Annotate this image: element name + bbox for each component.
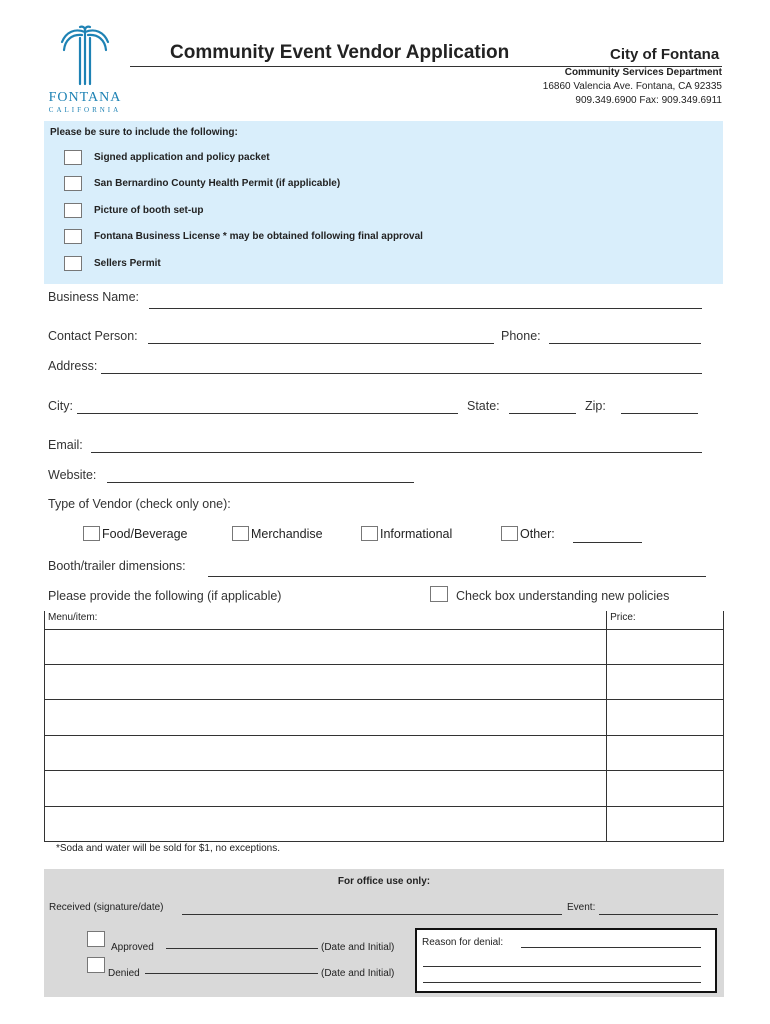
menu-items-table (44, 611, 724, 842)
price-column-header: Price: (607, 611, 724, 629)
vendor-type-other-field[interactable] (573, 542, 642, 543)
menu-item-cell[interactable] (45, 629, 607, 664)
address-label: Address: (48, 359, 98, 373)
checklist-title: Please be sure to include the following: (50, 127, 238, 138)
checklist-item[interactable] (64, 201, 203, 219)
approved-date-initial-label: (Date and Initial) (321, 942, 395, 953)
price-cell[interactable] (607, 700, 724, 735)
city-label: City: (48, 399, 73, 413)
checklist-item[interactable] (64, 148, 270, 166)
checklist-item-label: Picture of booth set-up (94, 204, 204, 216)
checklist-item[interactable] (64, 174, 340, 192)
approved-field[interactable] (166, 948, 318, 949)
checkbox[interactable] (361, 526, 378, 541)
zip-field[interactable] (621, 413, 698, 414)
vendor-type-other[interactable] (501, 526, 555, 541)
website-label: Website: (48, 468, 97, 482)
department-address: 16860 Valencia Ave. Fontana, CA 92335 (542, 81, 722, 92)
page-title: Community Event Vendor Application (170, 42, 510, 63)
menu-item-cell[interactable] (45, 700, 607, 735)
vendor-type-food[interactable] (83, 526, 187, 541)
price-cell[interactable] (607, 771, 724, 806)
denied-label: Denied (108, 968, 140, 979)
denied-checkbox[interactable] (87, 957, 105, 973)
table-row (45, 700, 724, 735)
logo-wordmark: FONTANA (48, 90, 122, 105)
email-field[interactable] (91, 452, 702, 453)
menu-item-column-header: Menu/item: (45, 611, 607, 629)
checkbox[interactable] (64, 150, 82, 165)
table-row (45, 771, 724, 806)
vendor-type-informational[interactable] (361, 526, 452, 541)
table-row (45, 735, 724, 770)
menu-item-cell[interactable] (45, 806, 607, 841)
checklist-item-label: Sellers Permit (94, 257, 161, 269)
denied-date-initial-label: (Date and Initial) (321, 968, 395, 979)
vendor-type-option-label: Other: (520, 526, 555, 541)
vendor-type-label: Type of Vendor (check only one): (48, 497, 231, 511)
checklist-item[interactable] (64, 227, 423, 245)
vendor-type-option-label: Food/Beverage (102, 526, 188, 541)
checkbox[interactable] (64, 203, 82, 218)
checklist-item-label: Signed application and policy packet (94, 151, 270, 163)
provide-following-label: Please provide the following (if applicable) (48, 589, 282, 603)
vendor-type-merchandise[interactable] (232, 526, 323, 541)
checkbox[interactable] (83, 526, 100, 541)
website-field[interactable] (107, 482, 414, 483)
approved-checkbox[interactable] (87, 931, 105, 947)
checkbox[interactable] (232, 526, 249, 541)
event-field[interactable] (599, 914, 718, 915)
zip-label: Zip: (585, 399, 606, 413)
reason-line[interactable] (423, 966, 701, 967)
price-cell[interactable] (607, 665, 724, 700)
reason-line[interactable] (521, 947, 701, 948)
checkbox[interactable] (501, 526, 518, 541)
table-row (45, 806, 724, 841)
checkbox[interactable] (64, 176, 82, 191)
menu-item-cell[interactable] (45, 771, 607, 806)
reason-for-denial-label: Reason for denial: (422, 937, 504, 948)
booth-dimensions-label: Booth/trailer dimensions: (48, 559, 186, 573)
email-label: Email: (48, 438, 83, 452)
approved-label: Approved (111, 942, 154, 953)
checkbox[interactable] (64, 256, 82, 271)
contact-person-field[interactable] (148, 343, 494, 344)
required-items-checklist (44, 121, 723, 284)
table-header-row (45, 611, 724, 629)
event-label: Event: (567, 902, 596, 913)
fontana-logo (40, 24, 130, 116)
soda-water-note: *Soda and water will be sold for $1, no exceptions. (56, 843, 281, 854)
phone-field[interactable] (549, 343, 701, 344)
reason-line[interactable] (423, 982, 701, 983)
received-field[interactable] (182, 914, 562, 915)
contact-person-label: Contact Person: (48, 329, 138, 343)
checklist-item-label: San Bernardino County Health Permit (if applicable) (94, 177, 341, 189)
table-row (45, 629, 724, 664)
palm-tree-icon (40, 24, 130, 90)
checklist-item-label: Fontana Business License * may be obtained following final approval (94, 230, 423, 242)
office-use-title: For office use only: (337, 876, 431, 887)
phone-label: Phone: (501, 329, 541, 343)
price-cell[interactable] (607, 735, 724, 770)
department-name: Community Services Department (564, 67, 722, 78)
state-label: State: (467, 399, 500, 413)
price-cell[interactable] (607, 806, 724, 841)
state-field[interactable] (509, 413, 576, 414)
city-field[interactable] (77, 413, 458, 414)
booth-dimensions-field[interactable] (208, 576, 706, 577)
received-label: Received (signature/date) (49, 902, 164, 913)
table-row (45, 665, 724, 700)
policies-checkbox-label: Check box understanding new policies (456, 589, 670, 603)
office-use-section (44, 869, 724, 997)
menu-item-cell[interactable] (45, 665, 607, 700)
checkbox[interactable] (64, 229, 82, 244)
city-name: City of Fontana (610, 46, 720, 63)
policies-checkbox[interactable] (430, 586, 448, 602)
vendor-type-option-label: Informational (380, 526, 453, 541)
menu-item-cell[interactable] (45, 735, 607, 770)
department-phone-fax: 909.349.6900 Fax: 909.349.6911 (575, 95, 722, 106)
denied-field[interactable] (145, 973, 318, 974)
reason-for-denial-box (415, 928, 717, 993)
address-field[interactable] (101, 373, 702, 374)
vendor-type-option-label: Merchandise (251, 526, 323, 541)
business-name-field[interactable] (149, 308, 702, 309)
logo-subtitle: CALIFORNIA (48, 106, 122, 114)
business-name-label: Business Name: (48, 290, 140, 304)
price-cell[interactable] (607, 629, 724, 664)
checklist-item[interactable] (64, 254, 161, 272)
